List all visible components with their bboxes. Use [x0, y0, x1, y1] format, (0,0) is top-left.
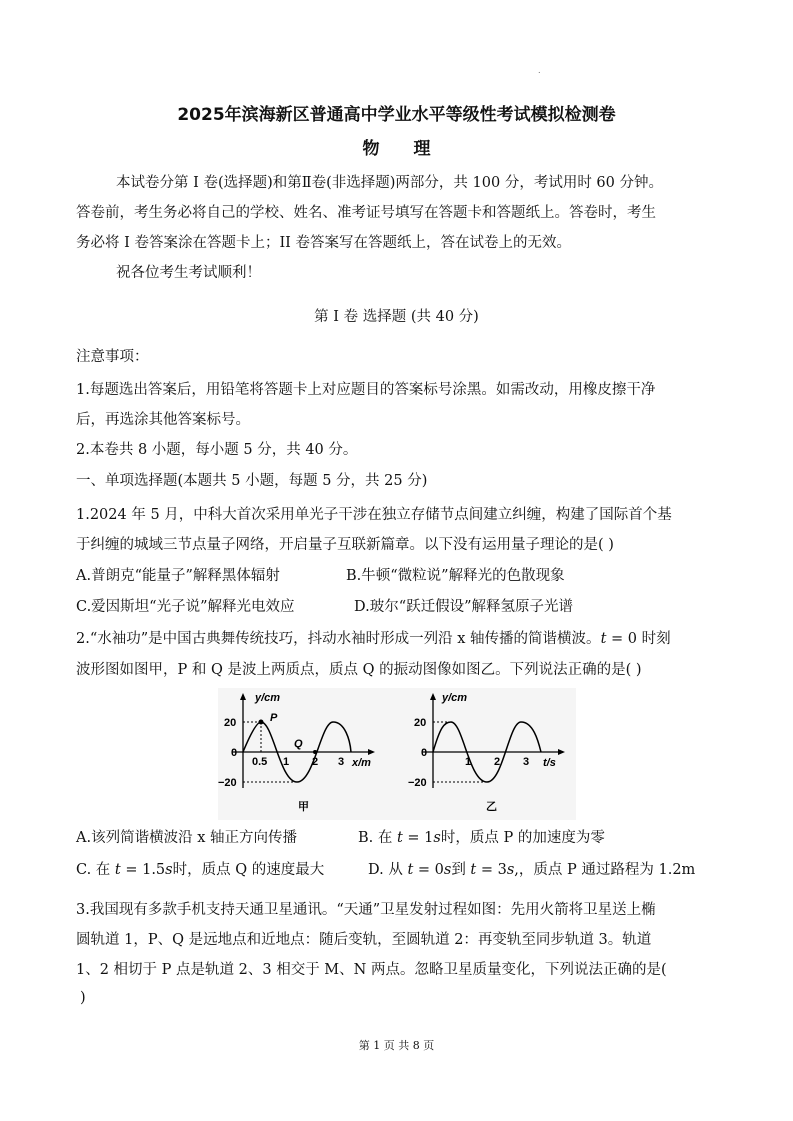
q2-time-var: t	[600, 631, 607, 647]
q1-option-a: A.普朗克“能量子”解释黑体辐射	[76, 568, 280, 584]
intro-line-3: 务必将 I 卷答案涂在答题卡上；II 卷答案写在答题纸上，答在试卷上的无效。	[76, 235, 572, 251]
right-tick-20: 20	[414, 717, 427, 729]
q2-d-post: ,，质点 P 通过路程为 1.2m	[514, 862, 696, 878]
q1-stem-2: 于纠缠的城域三节点量子网络，开启量子互联新篇章。以下没有运用量子理论的是( )	[76, 537, 614, 553]
figure-background	[218, 688, 576, 820]
q3-stem-2: 圆轨道 1，P、Q 是远地点和近地点：随后变轨，至圆轨道 2：再变轨至同步轨道 3。轨道	[76, 932, 652, 948]
q2-d-eq1: = 0	[413, 862, 444, 878]
q2-option-b	[358, 828, 605, 848]
left-tick-0: 0	[231, 747, 238, 759]
q1-stem-1: 1.2024 年 5 月，中科大首次采用单光子干涉在独立存储节点间建立纠缠，构建了国际首个基	[76, 507, 672, 523]
q2-c-post: 时，质点 Q 的速度最大	[172, 862, 325, 878]
right-tick-1: 1	[465, 756, 472, 768]
q2-b-s: s	[433, 830, 441, 846]
left-tick-1: 1	[283, 756, 290, 768]
section-heading: 第 I 卷 选择题 (共 40 分)	[314, 309, 479, 325]
page-footer: 第 1 页 共 8 页	[358, 1039, 435, 1052]
intro-line-4: 祝各位考生考试顺利！	[116, 265, 261, 281]
point-q-marker	[313, 750, 317, 754]
q2-d-mid: 到	[451, 862, 471, 878]
left-tick-20: 20	[224, 717, 237, 729]
q2-b-t: t	[396, 830, 403, 846]
left-tick-3: 3	[338, 756, 345, 768]
q2-time-eq: = 0	[606, 631, 637, 647]
left-xlabel: x/m	[352, 757, 371, 769]
q2-b-pre: B. 在	[358, 830, 397, 846]
left-ylabel: y/cm	[255, 692, 281, 704]
corner-mark: .	[538, 66, 541, 75]
label-q: Q	[294, 738, 303, 750]
q3-stem-1: 3.我国现有多款手机支持天通卫星通讯。“天通”卫星发射过程如图：先用火箭将卫星送上椭	[76, 902, 656, 918]
q3-stem-4: )	[80, 990, 86, 1006]
right-ylabel: y/cm	[442, 692, 468, 704]
right-xlabel: t/s	[543, 757, 556, 769]
q2-c-eq: = 1.5	[120, 862, 166, 878]
intro-line-2: 答卷前，考生务必将自己的学校、姓名、准考证号填写在答题卡和答题纸上。答卷时，考生	[76, 205, 656, 221]
left-tick-n20: −20	[218, 777, 237, 789]
right-tick-2: 2	[494, 756, 501, 768]
q2-c-t: t	[114, 862, 121, 878]
notice-1a: 1.每题选出答案后，用铅笔将答题卡上对应题目的答案标号涂黑。如需改动，用橡皮擦干净	[76, 382, 656, 398]
q1-option-b: B.牛顿“微粒说”解释光的色散现象	[346, 568, 565, 584]
label-p: P	[270, 712, 278, 724]
q2-d-pre: D. 从	[368, 862, 408, 878]
wave-graphs	[218, 688, 576, 820]
q2-d-eq2: = 3	[476, 862, 507, 878]
q2-d-t2: t	[470, 862, 477, 878]
notice-2: 2.本卷共 8 小题，每小题 5 分，共 40 分。	[76, 442, 358, 458]
caption-jia: 甲	[298, 801, 309, 813]
q2-c-s: s	[165, 862, 173, 878]
q2-option-a: A.该列简谐横波沿 x 轴正方向传播	[76, 830, 297, 846]
right-tick-3: 3	[523, 756, 530, 768]
q1-option-c: C.爱因斯坦“光子说”解释光电效应	[76, 599, 295, 615]
q2-stem-1-text: 2.“水袖功”是中国古典舞传统技巧，抖动水袖时形成一列沿 x 轴传播的简谐横波。	[76, 631, 601, 647]
notice-1b: 后，再选涂其他答案标号。	[76, 412, 250, 428]
q2-d-t1: t	[407, 862, 414, 878]
point-p-marker	[259, 720, 264, 725]
q3-stem-3: 1、2 相切于 P 点是轨道 2、3 相交于 M、N 两点。忽略卫星质量变化，下列说法正确的是(	[76, 962, 667, 978]
q2-figure	[218, 688, 576, 824]
part-1-heading: 一、单项选择题(本题共 5 小题，每题 5 分，共 25 分)	[76, 473, 428, 489]
q1-option-d: D.玻尔“跃迁假设”解释氢原子光谱	[354, 599, 574, 615]
notice-title: 注意事项：	[76, 349, 149, 365]
q2-b-post: 时，质点 P 的加速度为零	[440, 830, 605, 846]
q2-option-c	[76, 860, 324, 880]
intro-line-1: 本试卷分第 I 卷(选择题)和第Ⅱ卷(非选择题)两部分，共 100 分，考试用时 60 分钟。	[116, 175, 663, 191]
right-tick-0: 0	[421, 747, 428, 759]
q2-c-pre: C. 在	[76, 862, 115, 878]
left-tick-2: 2	[312, 756, 319, 768]
subject-title: 物 理	[362, 139, 445, 159]
q2-b-eq: = 1	[402, 830, 434, 846]
q2-d-s1: s	[443, 862, 452, 878]
right-tick-n20: −20	[408, 777, 427, 789]
caption-yi: 乙	[486, 801, 497, 813]
q2-option-d	[368, 860, 695, 880]
exam-title: 2025年滨海新区普通高中学业水平等级性考试模拟检测卷	[177, 105, 616, 125]
q2-d-s2: s	[506, 862, 515, 878]
q2-stem-2: 波形图如图甲，P 和 Q 是波上两质点，质点 Q 的振动图像如图乙。下列说法正确的是( )	[76, 662, 642, 678]
q2-stem-1-tail: 时刻	[636, 631, 671, 647]
left-tick-0.5: 0.5	[252, 756, 268, 768]
q2-stem-1	[76, 629, 671, 649]
